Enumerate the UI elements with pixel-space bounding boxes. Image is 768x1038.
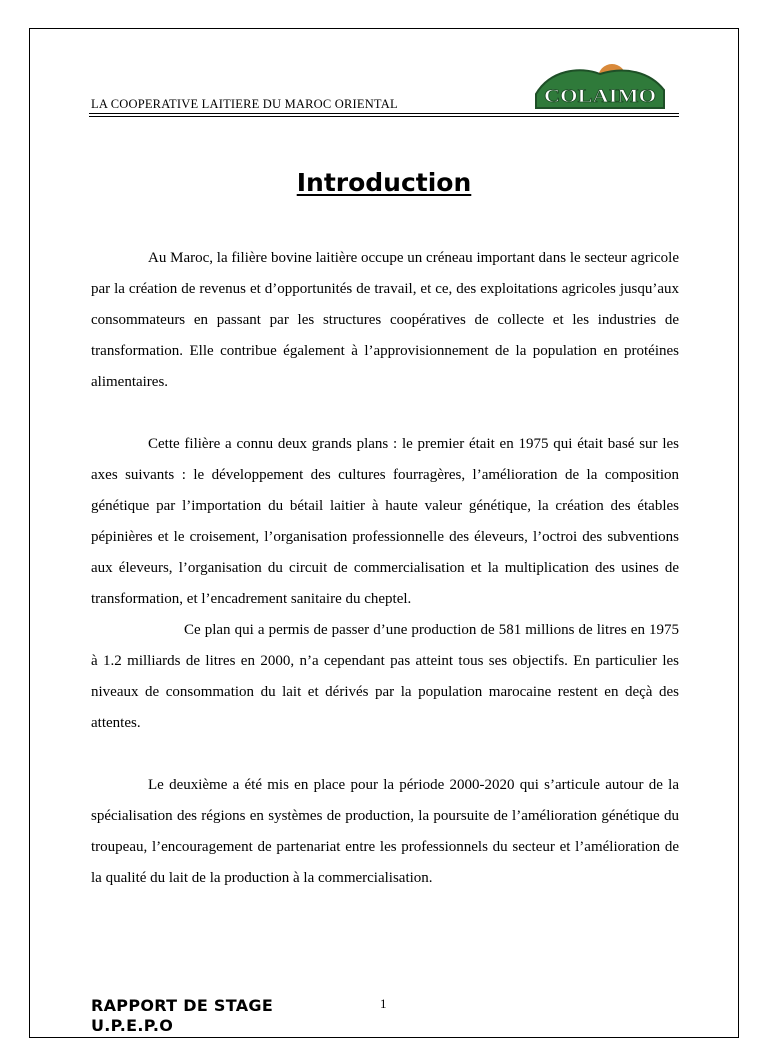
- footer-line-1: RAPPORT DE STAGE: [91, 996, 274, 1015]
- paragraph-1: Au Maroc, la filière bovine laitière occupe un créneau important dans le secteur agricole par la création de revenus et d’opportunités de travail, et ce, des exploitations agricoles jusqu’aux consommateurs en passant par les structures coopératives de collecte et les industries de transformation. Elle contribue également à l’approvisionnement de la population en protéines alimentaires.: [91, 250, 679, 390]
- title-text: Introduction: [296, 168, 472, 197]
- paragraph-4: Le deuxième a été mis en place pour la période 2000-2020 qui s’articule autour de la spécialisation des régions en systèmes de production, la poursuite de l’amélioration génétique du troupeau, l’encouragement de partenariat entre les professionnels du secteur et l’amélioration de la qualité du lait de la production à la commercialisation.: [91, 777, 679, 886]
- logo-text: COLAIMO: [544, 86, 656, 107]
- document-title: [0, 168, 768, 197]
- paragraph-3: Ce plan qui a permis de passer d’une production de 581 millions de litres en 1975 à 1.2 milliards de litres en 2000, n’a cependant pas atteint tous ses objectifs. En particulier les niveaux de consommation du lait et dérivés par la population marocaine restent en deçà des attentes.: [91, 622, 679, 731]
- paragraph-2: Cette filière a connu deux grands plans : le premier était en 1975 qui était basé sur les axes suivants : le développement des cultures fourragères, l’amélioration de la composition génétique par l’importation du bétail laitier à haute valeur génétique, la création des étables pépinières et le croisement, l’organisation professionnelle des éleveurs, l’octroi des subventions aux éleveurs, l’organisation du circuit de commercialisation et la multiplication des usines de transformation, et l’encadrement sanitaire du cheptel.: [91, 436, 679, 607]
- page-footer: [91, 996, 273, 1036]
- footer-line-2: U.P.E.P.O: [91, 1016, 174, 1035]
- header-rule-bottom: [89, 116, 679, 117]
- colaimo-logo: [530, 60, 668, 112]
- document-body: [91, 243, 679, 894]
- page-number: 1: [380, 996, 387, 1011]
- header-rule-top: [89, 113, 679, 114]
- header-title: LA COOPERATIVE LAITIERE DU MAROC ORIENTAL: [91, 97, 398, 111]
